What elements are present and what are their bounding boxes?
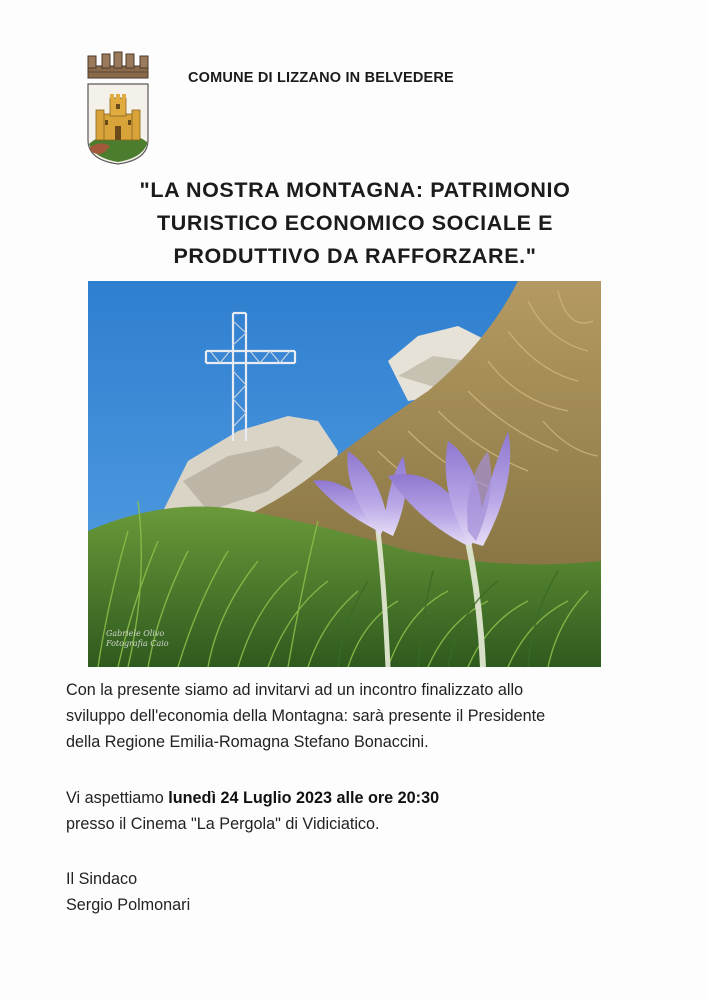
event-date-prefix: Vi aspettiamo	[66, 789, 169, 807]
headline-line: PRODUTTIVO DA RAFFORZARE."	[173, 244, 537, 268]
event-headline	[60, 174, 650, 273]
headline-line: "LA NOSTRA MONTAGNA: PATRIMONIO	[139, 178, 571, 202]
signature-block	[66, 866, 666, 918]
paragraph-line: della Regione Emilia-Romagna Stefano Bonaccini.	[66, 733, 429, 751]
event-date-line	[66, 785, 666, 811]
photo-credit-line: Fotografia Caio	[106, 639, 169, 648]
municipal-crest-icon	[82, 48, 154, 166]
signature-name: Sergio Polmonari	[66, 896, 191, 914]
photo-credit-line: Gabriele Olivo	[106, 629, 165, 638]
event-details-paragraph	[66, 785, 666, 837]
paragraph-line: Con la presente siamo ad invitarvi ad un incontro finalizzato allo	[66, 681, 524, 699]
event-venue: presso il Cinema "La Pergola" di Vidiciatico.	[66, 815, 380, 833]
photo-credit	[106, 629, 169, 649]
mountain-photo	[88, 281, 601, 667]
municipality-name: COMUNE DI LIZZANO IN BELVEDERE	[188, 70, 454, 86]
headline-line: TURISTICO ECONOMICO SOCIALE E	[156, 211, 554, 235]
signature-role: Il Sindaco	[66, 870, 138, 888]
paragraph-line: sviluppo dell'economia della Montagna: sarà presente il Presidente	[66, 707, 546, 725]
event-date-time: lunedì 24 Luglio 2023 alle ore 20:30	[168, 789, 440, 807]
invitation-paragraph	[66, 677, 666, 755]
